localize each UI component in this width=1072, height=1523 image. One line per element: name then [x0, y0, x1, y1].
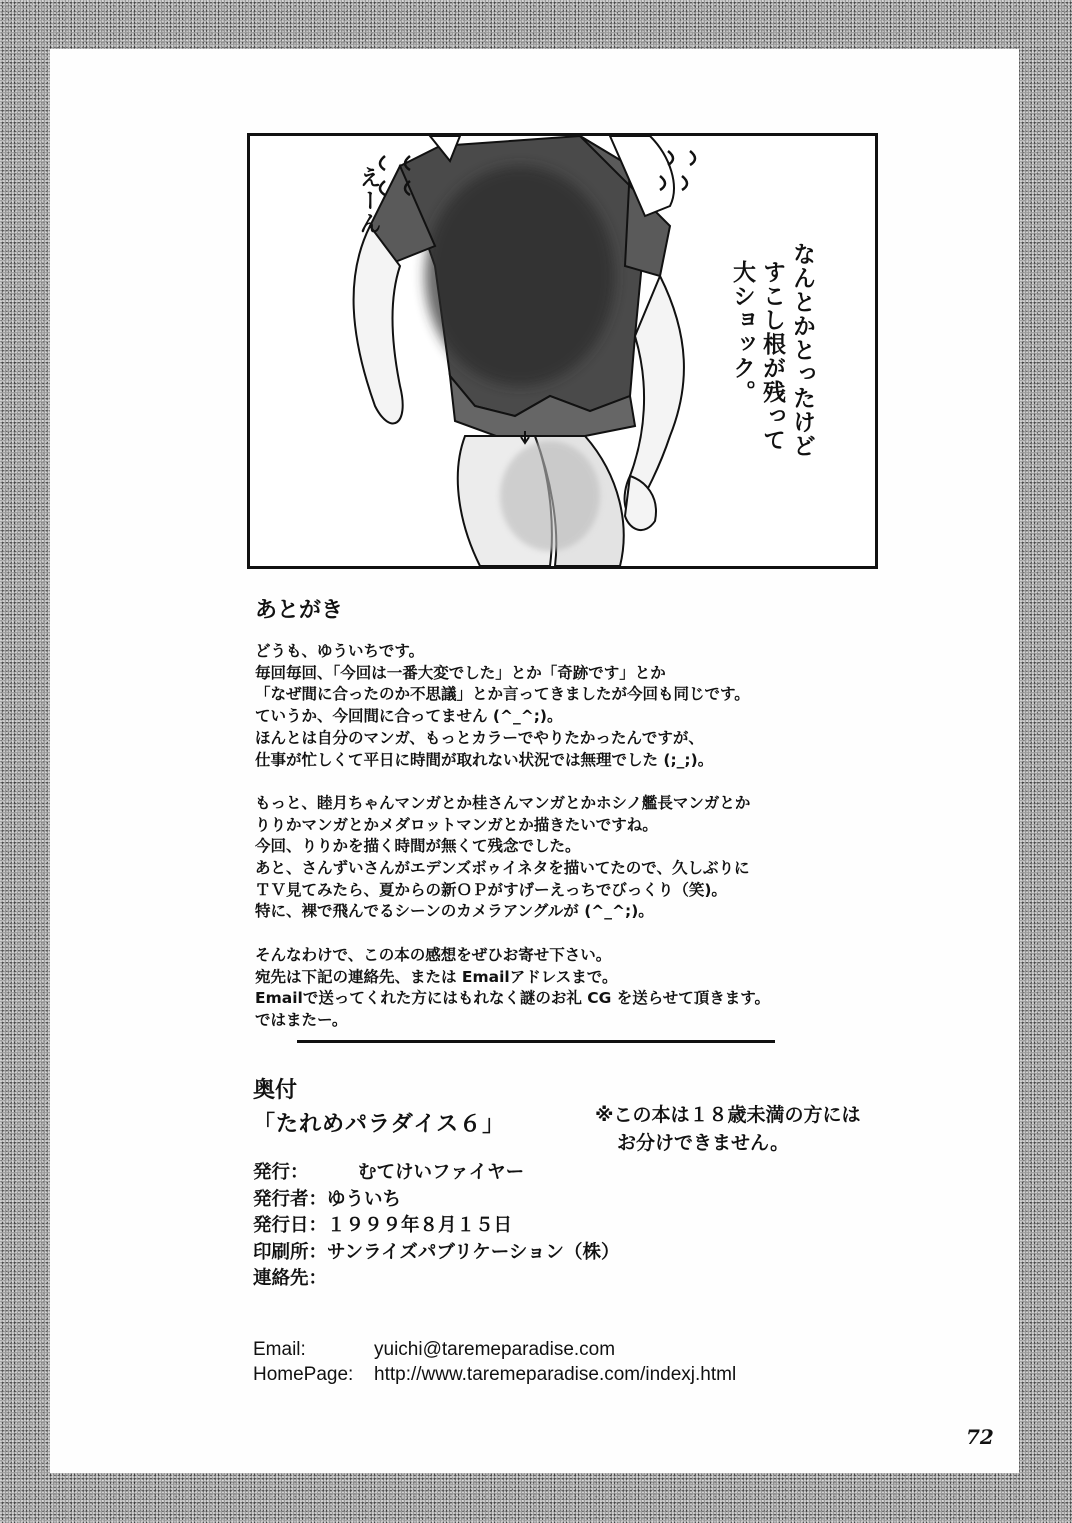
afterword-line: りりかマンガとかメダロットマンガとか描きたいですね。 [255, 815, 658, 834]
afterword-line: ではまたー。 [255, 1010, 348, 1029]
afterword-paragraph-3 [255, 945, 875, 1032]
email-row [253, 1337, 736, 1362]
issuer-row [253, 1187, 620, 1214]
afterword-line: ほんとは自分のマンガ、もっとカラーでやりたかったんですが、 [255, 728, 704, 747]
issuer-label: 発行者： [253, 1188, 328, 1210]
publisher-value: むてけいファイヤー [358, 1162, 525, 1183]
afterword-line: Emailで送ってくれた方にはもれなく謎のお礼 CG を送らせて頂きます。 [255, 989, 771, 1008]
email-label: Email: [253, 1339, 306, 1360]
printer-row [253, 1240, 620, 1267]
book-title: 「たれめパラダイス６」 [253, 1112, 506, 1137]
homepage-label: HomePage: [253, 1364, 354, 1385]
contact-row [253, 1266, 620, 1293]
afterword-paragraph-2 [255, 793, 875, 923]
age-notice [595, 1101, 860, 1157]
publisher-label: 発行： [253, 1162, 309, 1183]
afterword-line: 仕事が忙しくて平日に時間が取れない状況では無理でした (;_;)。 [255, 750, 714, 769]
afterword-line: もっと、睦月ちゃんマンガとか桂さんマンガとかホシノ艦長マンガとか [255, 793, 751, 812]
publication-info [253, 1160, 620, 1293]
homepage-url: http://www.taremeparadise.com/indexj.html [374, 1364, 737, 1385]
afterword-line: 今回、りりかを描く時間が無くて残念でした。 [255, 837, 581, 856]
afterword-line: 宛先は下記の連絡先、または Emailアドレスまで。 [255, 967, 618, 986]
issue-date-label: 発行日： [253, 1215, 328, 1236]
contact-label: 連絡先： [253, 1268, 328, 1289]
contact-details [253, 1337, 736, 1387]
dialogue-line-1: なんとかとったけど [789, 242, 815, 458]
issue-date-row [253, 1213, 620, 1240]
issue-date-value: １９９９年８月１５日 [327, 1215, 513, 1236]
age-notice-line-2: お分けできません。 [617, 1132, 790, 1154]
afterword-line: ていうか、今回間に合ってません (^_^;)。 [255, 707, 563, 726]
afterword-line: そんなわけで、この本の感想をぜひお寄せ下さい。 [255, 945, 612, 964]
page-number: 72 [966, 1425, 994, 1449]
colophon-heading: 奥付 [253, 1078, 298, 1103]
crying-text: えーん [356, 166, 381, 235]
dialogue-line-2: すこし根が残って [759, 260, 785, 452]
homepage-row [253, 1362, 736, 1387]
afterword-line: 毎回毎回、「今回は一番大変でした」とか「奇跡です」とか [255, 663, 666, 682]
dialogue-line-3: 大ショック。 [729, 260, 755, 404]
divider [297, 1040, 775, 1043]
afterword-paragraph-1 [255, 641, 875, 771]
email-address: yuichi@taremeparadise.com [374, 1339, 616, 1360]
afterword-heading: あとがき [255, 598, 344, 623]
afterword-line: 「なぜ間に合ったのか不思議」とか言ってきましたが今回も同じです。 [255, 685, 750, 704]
age-notice-line-1: ※この本は１８歳未満の方には [595, 1104, 861, 1126]
afterword-line: どうも、ゆういちです。 [255, 642, 425, 660]
afterword-body [255, 641, 875, 1053]
afterword-line: 特に、裸で飛んでるシーンのカメラアングルが (^_^;)。 [255, 902, 654, 921]
printer-label: 印刷所： [253, 1241, 328, 1263]
issuer-value: ゆういち [327, 1188, 402, 1210]
manga-panel [247, 133, 878, 569]
publisher-row [253, 1160, 620, 1187]
printer-value: サンライズパブリケーション（株） [327, 1241, 620, 1263]
afterword-line: ＴＶ見てみたら、夏からの新ＯＰがすげーえっちでびっくり（笑)。 [255, 880, 727, 899]
afterword-line: あと、さんずいさんがエデンズボゥイネタを描いてたので、久しぶりに [255, 859, 750, 878]
